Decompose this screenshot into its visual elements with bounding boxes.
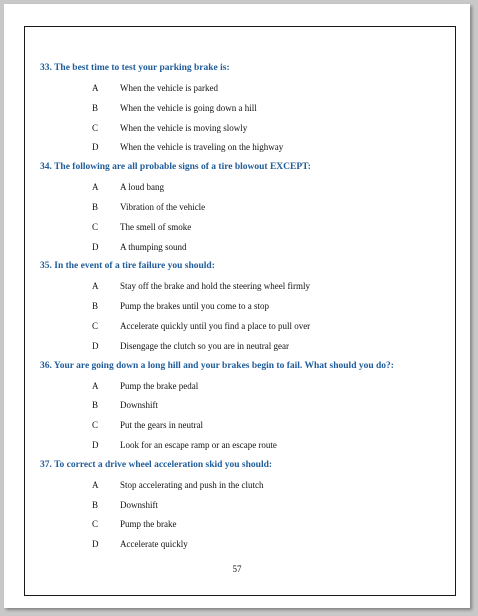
option-text: When the vehicle is parked — [120, 83, 218, 93]
option-letter: B — [92, 201, 99, 212]
option-letter: B — [92, 102, 99, 113]
option-text: Stay off the brake and hold the steering wheel firmly — [120, 281, 311, 292]
option-letter: A — [92, 281, 99, 292]
question-list — [40, 62, 440, 558]
option-text: Vibration of the vehicle — [120, 201, 206, 212]
option-text: A thumping sound — [120, 241, 187, 252]
question-title: 36. Your are going down a long hill and your brakes begin to fail. What should you do?: — [40, 360, 394, 371]
option-letter: A — [92, 182, 99, 193]
option-letter: C — [92, 320, 99, 331]
answer-option-b — [40, 201, 440, 213]
answer-option-b — [40, 499, 440, 511]
option-letter: A — [92, 380, 99, 391]
answer-option-a — [40, 181, 440, 193]
option-letter: B — [92, 400, 99, 411]
answer-option-b — [40, 102, 440, 114]
option-text: The smell of smoke — [120, 221, 192, 232]
question-33 — [40, 62, 440, 153]
option-text: Put the gears in neutral — [120, 420, 203, 431]
option-text: Pump the brake pedal — [120, 380, 199, 391]
question-36 — [40, 360, 440, 451]
question-34 — [40, 161, 440, 252]
option-text: Pump the brake — [120, 519, 177, 530]
option-text: When the vehicle is going down a hill — [120, 102, 257, 113]
option-text: Disengage the clutch so you are in neutral gear — [120, 340, 289, 351]
option-letter: B — [92, 301, 99, 312]
question-title: 35. In the event of a tire failure you should: — [40, 261, 215, 272]
option-letter: D — [92, 539, 99, 550]
option-text: Pump the brakes until you come to a stop — [120, 301, 269, 312]
page-number: 57 — [232, 564, 242, 574]
answer-option-c — [40, 518, 440, 530]
answer-option-a — [40, 280, 440, 292]
option-text: Downshift — [120, 400, 158, 411]
option-letter: D — [92, 439, 99, 450]
answer-option-d — [40, 439, 440, 451]
answer-option-a — [40, 479, 440, 491]
document-page — [4, 4, 470, 608]
answer-option-d — [40, 141, 440, 153]
answer-option-d — [40, 538, 440, 550]
option-text: Accelerate quickly — [120, 539, 188, 550]
answer-option-a — [40, 380, 440, 392]
option-letter: C — [92, 519, 99, 530]
option-letter: C — [92, 420, 99, 431]
answer-option-d — [40, 241, 440, 253]
question-title: 37. To correct a drive wheel acceleration skid you should: — [40, 459, 273, 470]
answer-option-b — [40, 399, 440, 411]
option-text: When the vehicle is moving slowly — [120, 122, 248, 133]
question-35 — [40, 260, 440, 351]
answer-option-c — [40, 419, 440, 431]
answer-option-c — [40, 122, 440, 134]
option-letter: C — [92, 122, 99, 133]
option-letter: D — [92, 142, 99, 153]
option-text: Look for an escape ramp or an escape route — [120, 439, 277, 450]
option-text: When the vehicle is traveling on the highway — [120, 142, 284, 153]
answer-option-c — [40, 320, 440, 332]
question-37 — [40, 459, 440, 550]
question-title: 33. The best time to test your parking brake is: — [40, 63, 230, 73]
option-letter: B — [92, 499, 99, 510]
option-text: A loud bang — [120, 182, 164, 193]
option-text: Stop accelerating and push in the clutch — [120, 479, 264, 490]
answer-option-b — [40, 300, 440, 312]
option-letter: D — [92, 241, 99, 252]
option-letter: C — [92, 221, 99, 232]
answer-option-d — [40, 340, 440, 352]
option-letter: A — [92, 83, 99, 93]
option-letter: A — [92, 479, 99, 490]
option-letter: D — [92, 340, 99, 351]
answer-option-a — [40, 82, 440, 94]
option-text: Accelerate quickly until you find a place to pull over — [120, 320, 311, 331]
option-text: Downshift — [120, 499, 158, 510]
question-title: 34. The following are all probable signs of a tire blowout EXCEPT: — [40, 162, 311, 173]
answer-option-c — [40, 221, 440, 233]
